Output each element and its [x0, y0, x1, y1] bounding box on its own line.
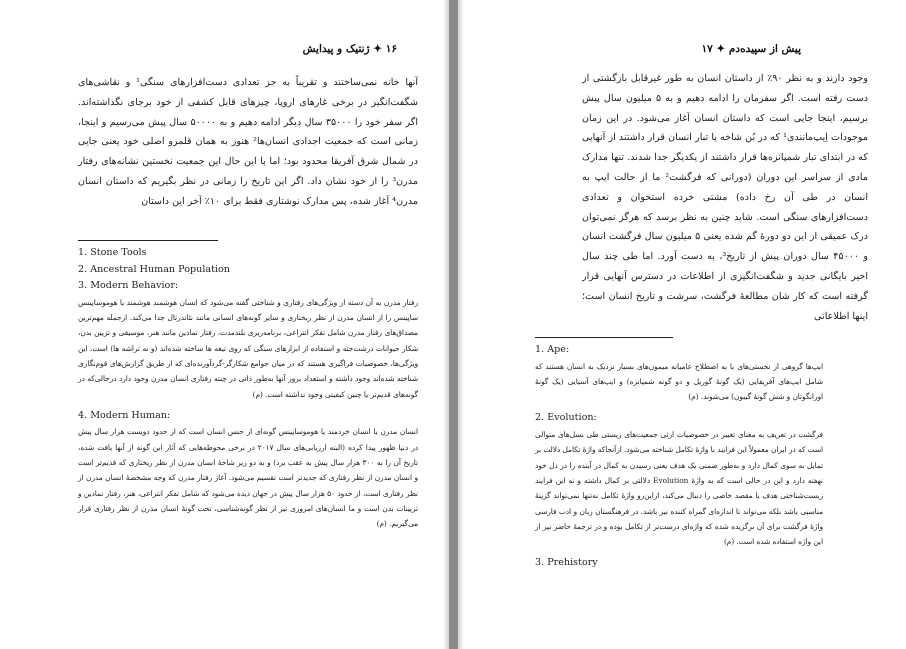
footnote-title: 4. Modern Human:	[78, 409, 171, 421]
footnote-rule	[535, 337, 673, 338]
footnote-body: فرگشت در تعریف به معنای تغییر در خصوصیات ارثی جمعیت‌های زیستی طی نسل‌های متوالی است که در ایران معمولاً این فرایند با واژهٔ تکامل شناخته می‌شود. ازآنجاکه واژهٔ تکامل دلالت بر تمایل به سوی کمال دارد و به‌طور ضمنی یک هدف یعنی رسیدن به کمال در آینده را در دل خود نهفته دارد و این در حالی است که به واژهٔ Evolution دلالتی بر کمال داشته و نه این فرایند زیست‌شناختی هدف یا مقصد خاصی را دنبال می‌کند، ازاین‌رو واژهٔ تکامل نه‌تنها نمی‌تواند گزینهٔ مناسبی باشد بلکه می‌تواند تا اندازه‌ای گمراه کننده نیز باشد. در فرهنگستان زبان و ادب فارسی واژهٔ فرگشت برای آن برگزیده شده که واژه‌ای درست‌تر از تکامل بوده و در ترجمهٔ حاضر نیز از این واژه استفاده شده است. (م)	[535, 430, 824, 547]
body-text: وجود دارند و به نظر ۹۰٪ از داستان انسان به طور غیرقابل بازگشتی از دست رفته است. اگر سفرمان را ادامه دهیم و به ۵ میلیون سال پیش برسیم، اینجا جایی است که داستان انسان آغاز می‌شود. در این زمان موجودات اِیپ‌مانندی¹ که در بُن شاخه یا تبار انسان قرار داشتند از آنهایی که در ابتدای تبار شمپانزه‌ها قرار داشتند از یکدیگر جدا شدند. تنها مدارک مادی از سراسر این دوران (دورانی که فرگشت² ما از حالت ایپ به انسان در طی آن رخ داده) مشتی خرده استخوان و تعدادی دست‌افزارهای سنگی است. شاید چنین به نظر برسد که هرگز نمی‌توان درک عمیقی از این دو دورهٔ گم شده یعنی ۵ میلیون سال فرگشت انسان و ۴۵۰۰۰ سال دوران پیش از تاریخ³، به دست آورد. اما طی چند سال اخیر بایگانی جدید و شگفت‌انگیزی از اطلاعات در دسترس آنهایی قرار گرفته است که کار شان مطالعهٔ فرگشت، سرشت و تاریخ انسان است؛ اینها اطلاعاتی	[582, 73, 869, 322]
footnote-body: ایپ‌ها گروهی از نخستی‌های با به اصطلاح عامیانه میمون‌های بسیار نزدیک به انسان هستند که شامل ایپ‌های آفریقایی (یک گونهٔ گوریل و دو گونه شمپانزه) و ایپ‌های آسیایی (یک گونهٔ اورانگوتان و شش گونهٔ گیبون) می‌شوند. (م)	[535, 361, 823, 402]
footnote-body: رفتار مدرن به آن دسته از ویژگی‌های رفتاری و شناختی گفته می‌شود که انسان هوشمند هوشمند یا هوموساپینس ساپینس را از انسان مدرن از نظر ریختاری و سایر گونه‌های انسانی مانند نئاندرتال جدا می‌کند. ازجمله مهم‌ترین مصداق‌های رفتار مدرن شامل تفکر انتزاعی، برنامه‌ریزی بلندمدت، رفتار نمادین مانند هنر، موسیقی و تزیین بدن، شکار حیوانات درشت‌جثه و استفاده از ابزارهای سنگی که روی تیغه ها ساخته شده‌اند (و نه تراشه ها) است. این ویژگی‌ها، خصوصیات فراگیری هستند که در میان جوامع شکارگر-گردآورنده‌ای که از طریق گزارش‌های قوم‌نگاری شناخته شده‌اند وجود داشته و استعداد بروز آنها به‌طور ذاتی در چنته رفتاری انسان مدرن وجود دارد درحالی‌که در گونه‌های قدیم‌تر یا چنین کیفیتی وجود نداشته است. (م)	[78, 297, 418, 399]
running-head: پیش از سپیده‌دم ✦ ۱۷	[701, 43, 801, 55]
footnote-body: انسان مدرن یا انسان خردمند یا هوموساپینس گونه‌ای از جنس انسان است که از حدود دویست هزار سال پیش در دنیا ظهور پیدا کرده (البته ارزیابی‌های سال ۲۰۱۷ در برخی محوطه‌هایی که آثار این گونه از آنها یافت شده، تاریخ آن را به ۳۰۰ هزار سال پیش به عقب برد) و به دو زیر شاخهٔ انسان مدرن از نظر ریختاری که قدیم‌تر است و انسان مدرن از نظر رفتاری که جدیدتر است تقسیم می‌شود. آغاز رفتار مدرن که وجه مشخصهٔ انسان مدرن از نظر رفتاری است، از حدود ۵۰ هزار سال پیش در جهان دیده می‌شود که شامل تفکر انتزاعی، هنر، رفتار نمادین و تزیینات بدن است و ما انسان‌های امروزی نیز از نظر گونه‌شناسی، تحت گونهٔ انسان مدرن از نظر رفتاری قرار می‌گیریم. (م)	[78, 427, 418, 529]
footnote-title: 2. Ancestral Human Population	[78, 263, 230, 275]
body-text: آنها خانه نمی‌ساختند و تقریباً به جز تعدادی دست‌افزارهای سنگی¹ و نقاشی‌های شگفت‌انگیز در برخی غارهای اروپا، چیزهای قابل کشفی از خود برجای نگذاشته‌اند. اگر سفر خود را ۳۵۰۰۰ سال دیگر ادامه دهیم و به ۵۰۰۰۰ سال پیش می‌رسیم و اینجا، زمانی است که جمعیت اجدادی انسان‌ها² هنوز به همان قلمرو اصلی خود یعنی جایی در شمال شرق آفریقا محدود بود؛ اما با این حال این جمعیت نخستین نشانه‌های رفتار مدرن³ را از خود نشان داد. اگر این تاریخ را زمانی در نظر بگیریم که داستان انسان مدرن⁴ آغاز شده، پس مدارک نوشتاری فقط برای ۱۰٪ آخر این داستان	[78, 77, 418, 207]
left-page	[0, 0, 449, 649]
footnotes	[78, 245, 418, 538]
footnote-title: 1. Stone Tools	[78, 247, 147, 258]
footnote-title: 3. Modern Behavior:	[78, 280, 179, 292]
right-page	[458, 0, 906, 649]
footnotes	[535, 342, 823, 572]
footnote-rule	[78, 240, 218, 241]
running-head: ۱۶ ✦ ژنتیک و پیدایش	[302, 43, 397, 55]
gutter-shadow	[458, 0, 464, 649]
footnote-title: 1. Ape:	[535, 344, 570, 355]
footnote-title: 2. Evolution:	[535, 412, 597, 424]
gutter-shadow	[443, 0, 449, 649]
footnote-title: 3. Prehistory	[535, 557, 598, 569]
